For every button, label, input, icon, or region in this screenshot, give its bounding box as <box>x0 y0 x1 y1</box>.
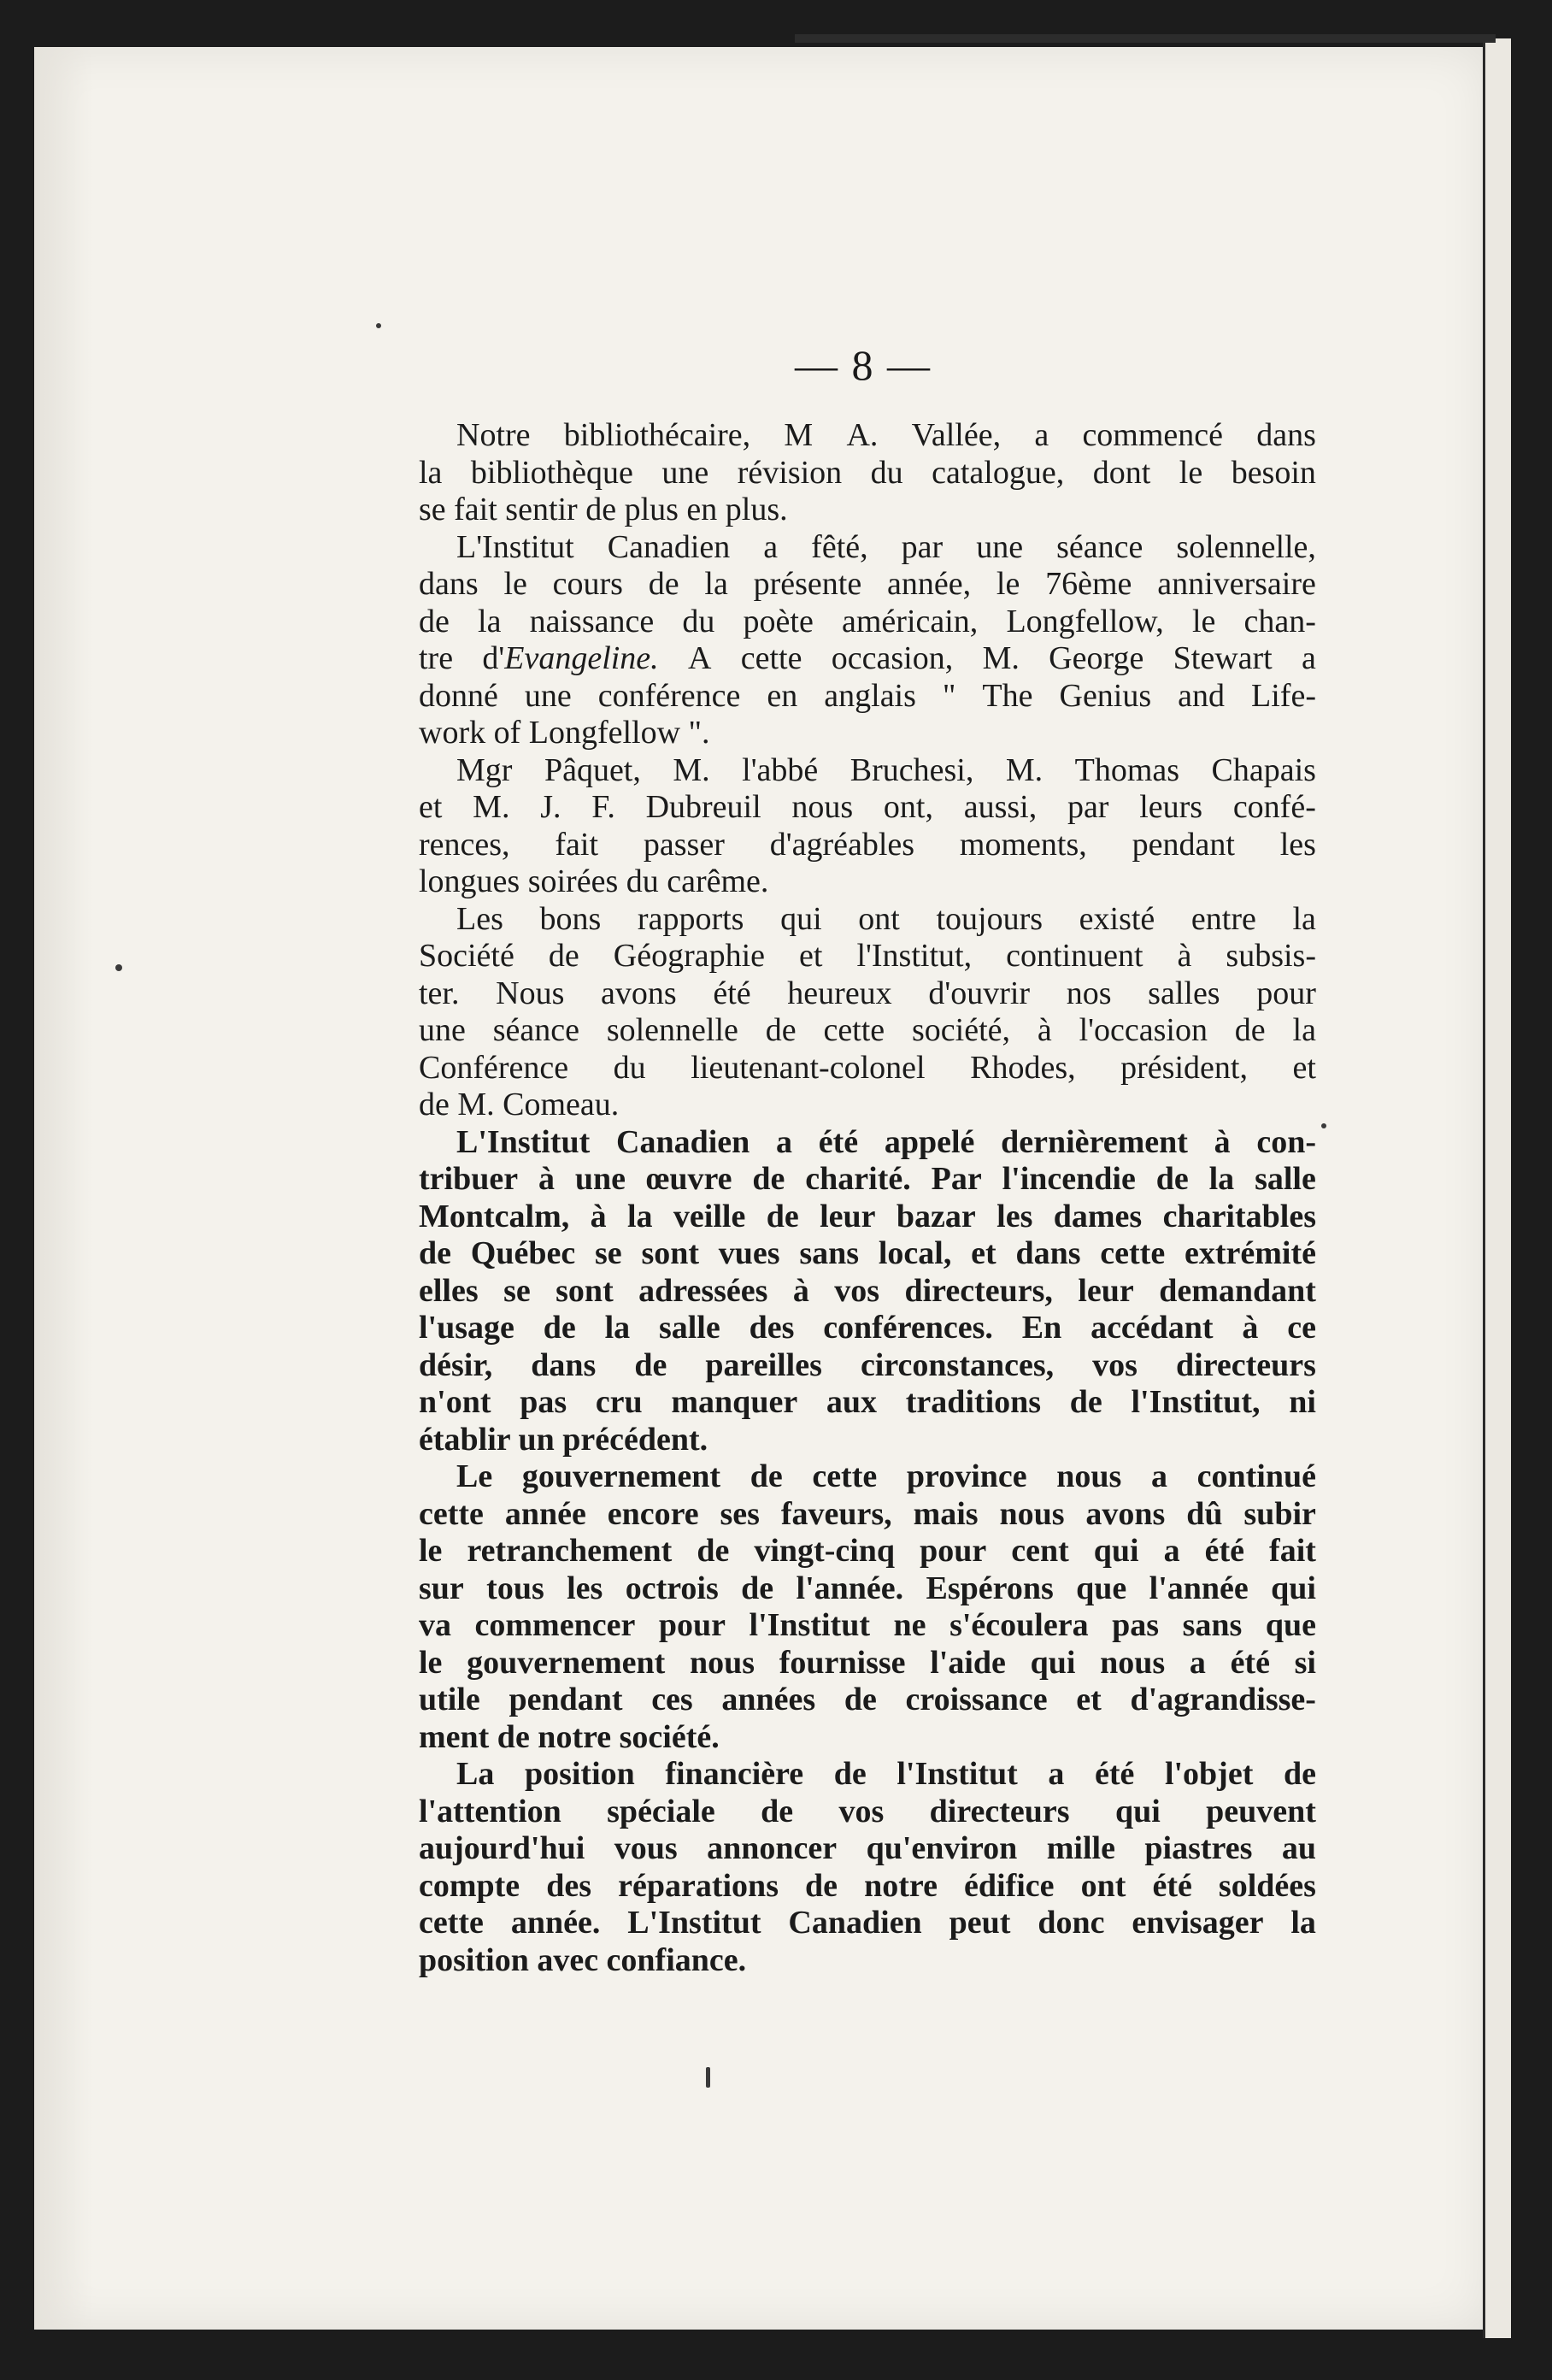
text-line: l'usage de la salle des conférences. En accédant à ce <box>419 1310 1316 1346</box>
text-line: La position financière de l'Institut a été l'objet de <box>456 1756 1316 1792</box>
text-line: cette année. L'Institut Canadien peut donc envisager la <box>419 1905 1316 1941</box>
document-body <box>419 417 1316 1979</box>
text-line: Société de Géographie et l'Institut, continuent à subsis- <box>419 938 1316 974</box>
paragraph <box>419 529 1316 752</box>
text-line: va commencer pour l'Institut ne s'écoulera pas sans que <box>419 1607 1316 1643</box>
text-line: aujourd'hui vous annoncer qu'environ mille piastres au <box>419 1830 1316 1866</box>
text-line: tre d'Evangeline. A cette occasion, M. George Stewart a <box>419 640 1316 676</box>
paragraph <box>419 752 1316 901</box>
page-number: — 8 — <box>795 341 932 389</box>
text-line: désir, dans de pareilles circonstances, vos directeurs <box>419 1346 1316 1383</box>
text-line: sur tous les octrois de l'année. Espérons que l'année qui <box>419 1570 1316 1606</box>
text-line: Mgr Pâquet, M. l'abbé Bruchesi, M. Thomas Chapais <box>456 751 1316 788</box>
ink-speck <box>1321 1123 1326 1128</box>
paragraph <box>419 1756 1316 1979</box>
text-line: et M. J. F. Dubreuil nous ont, aussi, par leurs confé- <box>419 789 1316 825</box>
text-line: une séance solennelle de cette société, à l'occasion de la <box>419 1012 1316 1048</box>
text-line: de Québec se sont vues sans local, et dans cette extrémité <box>419 1235 1316 1271</box>
text-line: de la naissance du poète américain, Longfellow, le chan- <box>419 603 1316 639</box>
text-line: l'attention spéciale de vos directeurs qui peuvent <box>419 1793 1316 1829</box>
text-line: utile pendant ces années de croissance et d'agrandisse- <box>419 1682 1316 1717</box>
text-line: la bibliothèque une révision du catalogue, dont le besoin <box>419 454 1316 491</box>
text-line: n'ont pas cru manquer aux traditions de l'Institut, ni <box>419 1384 1316 1420</box>
text-line: compte des réparations de notre édifice ont été soldées <box>419 1867 1316 1904</box>
text-line: elles se sont adressées à vos directeurs, leur demandant <box>419 1272 1316 1309</box>
text-line: ter. Nous avons été heureux d'ouvrir nos salles pour <box>419 975 1316 1011</box>
ink-speck <box>376 323 381 328</box>
text-line: le retranchement de vingt-cinq pour cent qui a été fait <box>419 1533 1316 1569</box>
text-line: rences, fait passer d'agréables moments, pendant les <box>419 826 1316 863</box>
text-line: work of Longfellow ". <box>419 715 710 751</box>
text-line: L'Institut Canadien a été appelé dernièrement à con- <box>456 1123 1316 1160</box>
paper-right-edge <box>1483 38 1511 2338</box>
text-line: donné une conférence en anglais " The Genius and Life- <box>419 677 1316 714</box>
text-line: Le gouvernement de cette province nous a continué <box>456 1458 1316 1494</box>
text-line: cette année encore ses faveurs, mais nous avons dû subir <box>419 1495 1316 1532</box>
top-edge-shadow <box>795 34 1496 43</box>
paper-gutter-shadow <box>34 47 94 2330</box>
text-line: Les bons rapports qui ont toujours existé entre la <box>456 900 1316 937</box>
text-line: dans le cours de la présente année, le 76ème anniversaire <box>419 566 1316 602</box>
paragraph <box>419 417 1316 529</box>
paragraph <box>419 901 1316 1124</box>
paragraph <box>419 1124 1316 1459</box>
text-line: longues soirées du carême. <box>419 863 769 899</box>
text-line: position avec confiance. <box>419 1941 747 1978</box>
text-line: Conférence du lieutenant-colonel Rhodes, président, et <box>419 1049 1316 1086</box>
text-line: ment de notre société. <box>419 1718 720 1755</box>
text-line: se fait sentir de plus en plus. <box>419 492 788 527</box>
text-line: Montcalm, à la veille de leur bazar les dames charitables <box>419 1198 1316 1234</box>
text-line: L'Institut Canadien a fêté, par une séance solennelle, <box>456 528 1316 565</box>
text-line: tribuer à une œuvre de charité. Par l'incendie de la salle <box>419 1161 1316 1197</box>
text-line: le gouvernement nous fournisse l'aide qui nous a été si <box>419 1644 1316 1681</box>
text-line: établir un précédent. <box>419 1421 708 1458</box>
text-line: de M. Comeau. <box>419 1087 620 1122</box>
text-line: Notre bibliothécaire, M A. Vallée, a commencé dans <box>456 417 1316 453</box>
paragraph <box>419 1458 1316 1756</box>
ink-speck <box>115 964 122 971</box>
ink-speck <box>706 2067 710 2088</box>
